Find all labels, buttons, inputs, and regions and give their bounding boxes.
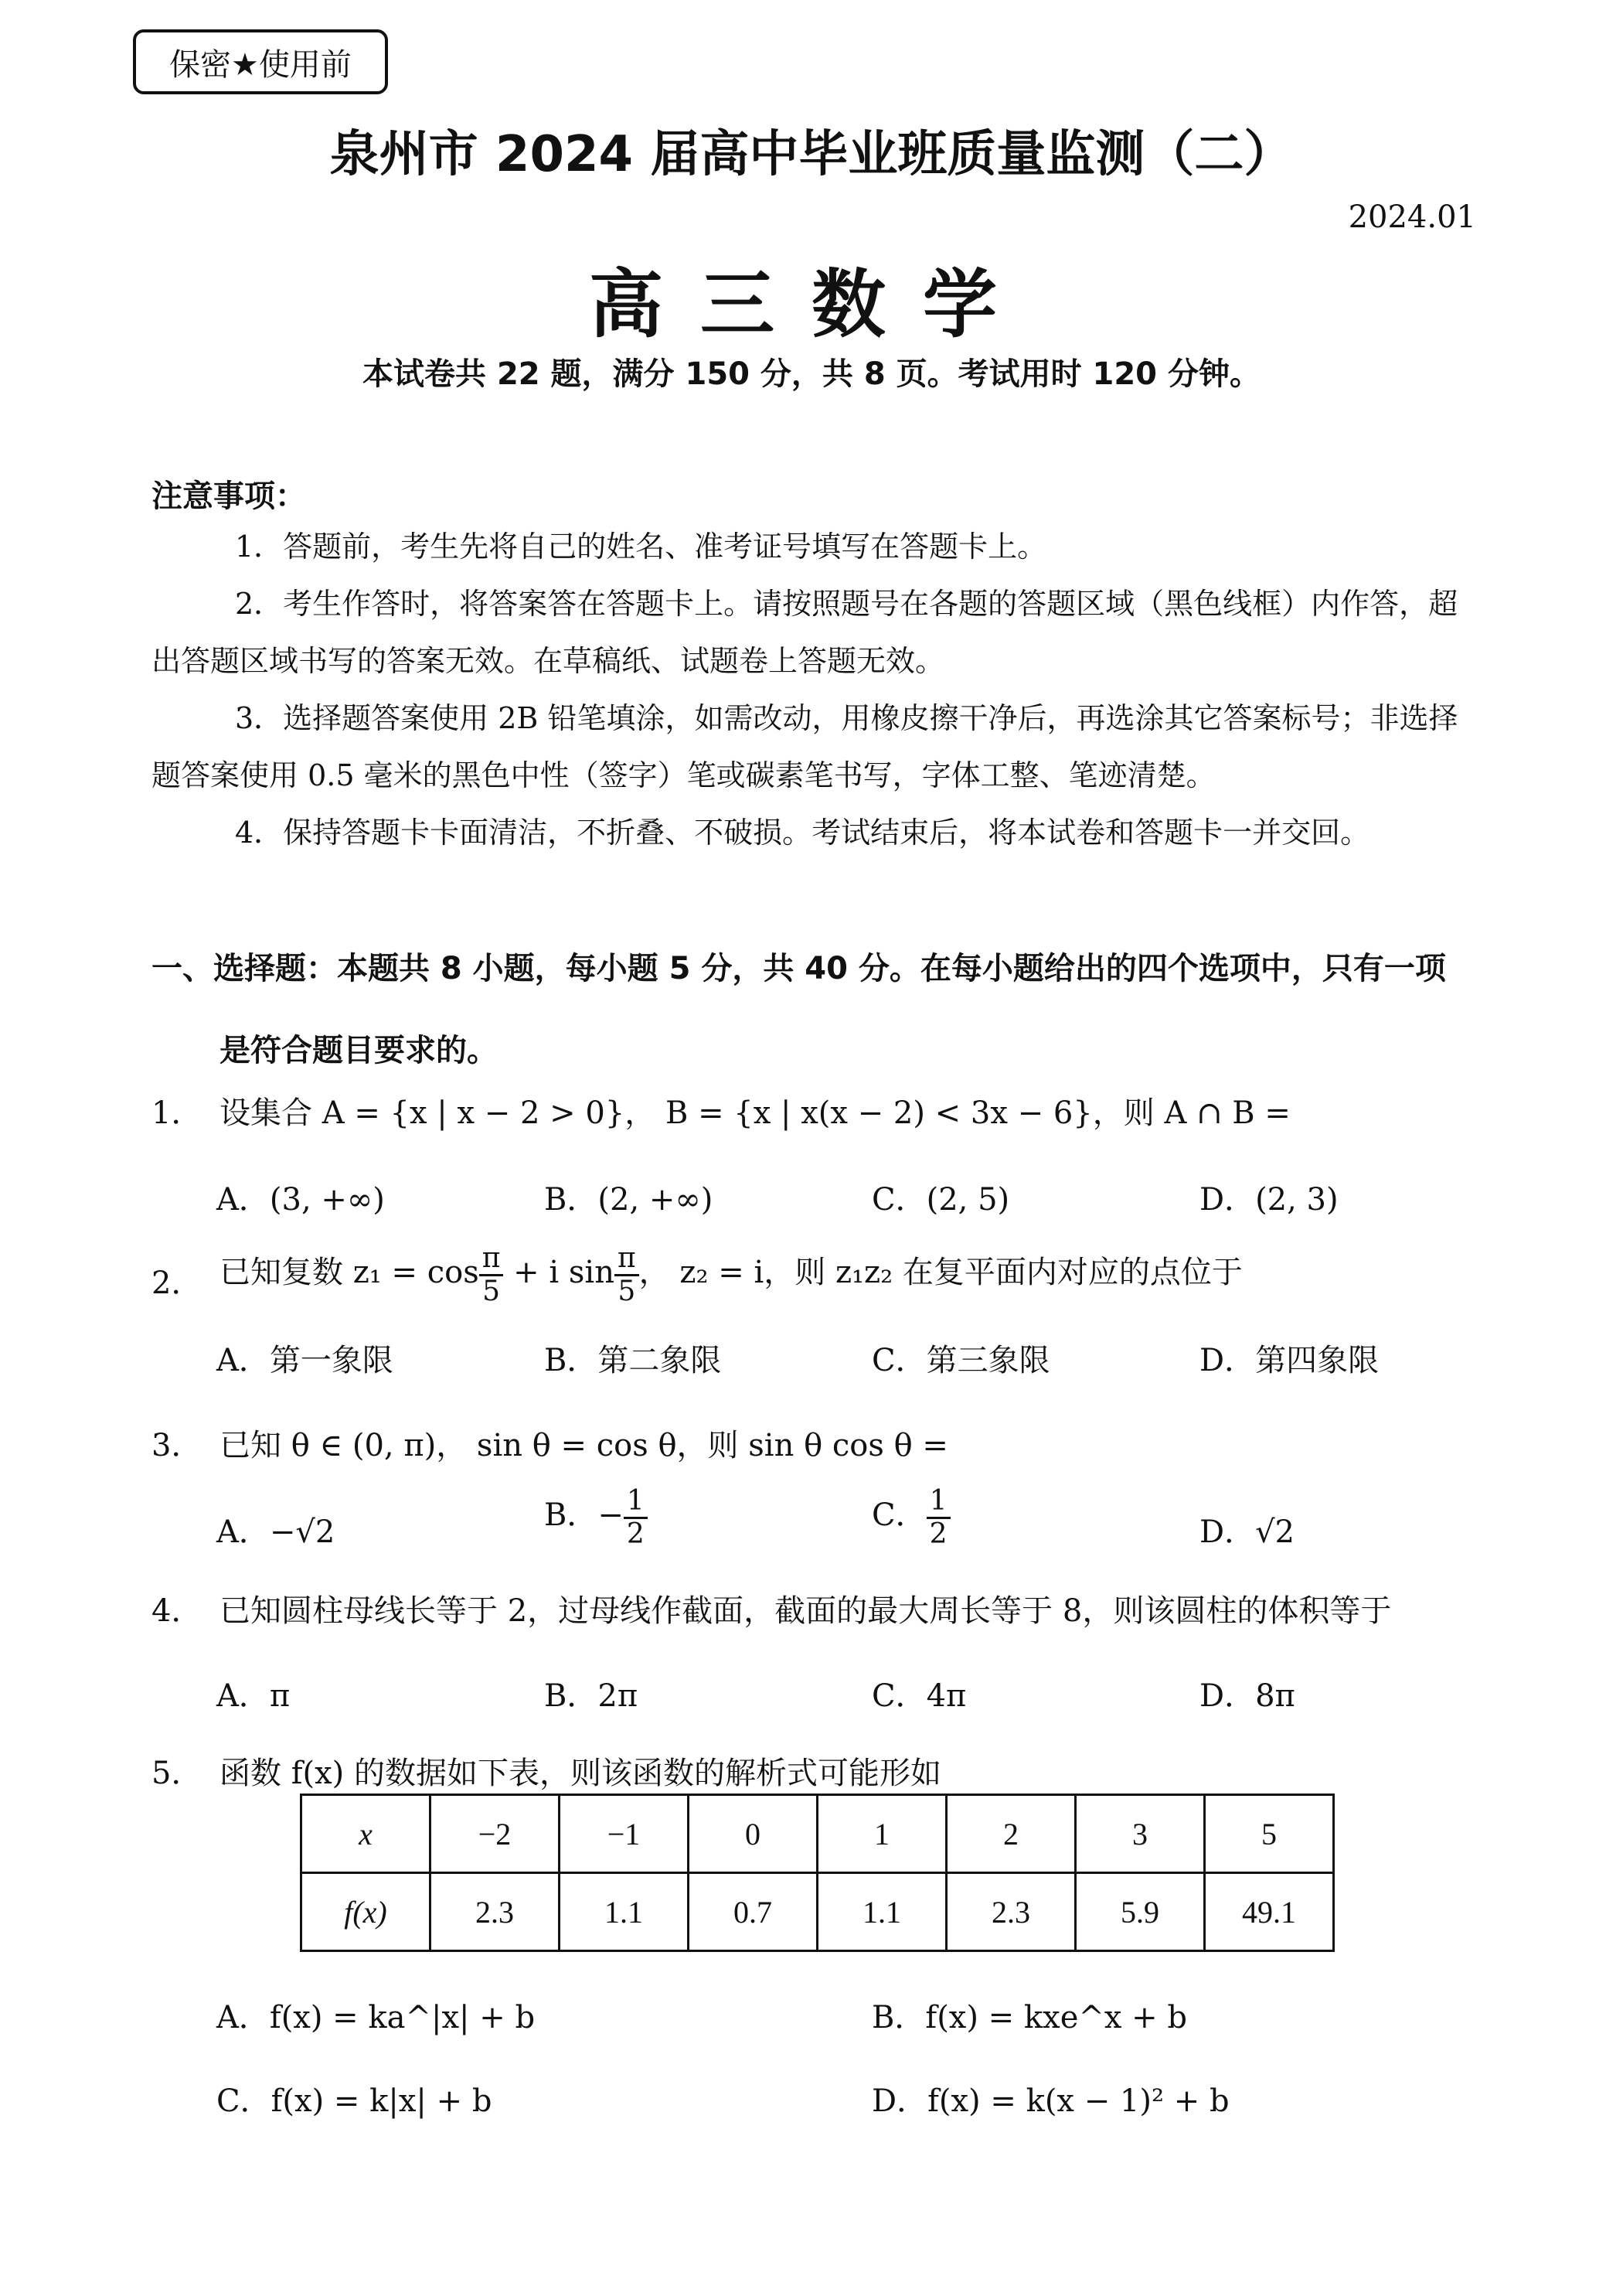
table-cell: 1.1 — [560, 1873, 689, 1951]
fraction-denominator: 5 — [482, 1275, 501, 1307]
table-cell: −2 — [430, 1795, 560, 1873]
exam-date: 2024.01 — [1348, 199, 1476, 235]
table-cell: 49.1 — [1205, 1873, 1334, 1951]
table-cell: 1 — [818, 1795, 947, 1873]
option-c: C．f(x) = k|x| + b — [216, 2083, 492, 2119]
option-a: A．−√2 — [216, 1514, 335, 1550]
exam-title: 泉州市 2024 届高中毕业班质量监测（二） — [329, 126, 1294, 183]
cell-text: f(x) — [344, 1894, 387, 1930]
option-d: D．√2 — [1199, 1514, 1295, 1550]
table-cell: 1.1 — [818, 1873, 947, 1951]
table-row — [301, 1795, 1334, 1873]
option-label: C． — [872, 1497, 927, 1534]
table-cell: 0.7 — [689, 1873, 818, 1951]
function-data-table — [300, 1794, 1335, 1952]
table-row — [301, 1873, 1334, 1951]
question-number: 5． — [151, 1756, 202, 1791]
option-a: A．第一象限 — [216, 1343, 393, 1378]
notice-item: 3．选择题答案使用 2B 铅笔填涂，如需改动，用橡皮擦干净后，再选涂其它答案标号；非选择题答案使用 0.5 毫米的黑色中性（签字）笔或碳素笔书写，字体工整、笔迹清楚。 — [151, 701, 1458, 792]
table-cell: −1 — [560, 1795, 689, 1873]
table-cell: 5.9 — [1076, 1873, 1205, 1951]
option-label: B．− — [544, 1497, 624, 1534]
stem-part: ， z₂ = i，则 z₁z₂ 在复平面内对应的点位于 — [638, 1255, 1243, 1291]
fraction-denominator: 5 — [618, 1275, 636, 1307]
question-number: 1． — [151, 1095, 202, 1131]
table-cell: 0 — [689, 1795, 818, 1873]
stem-part: 已知复数 z₁ = cos — [219, 1255, 479, 1291]
table-cell: 2.3 — [947, 1873, 1076, 1951]
notice-item: 2．考生作答时，将答案答在答题卡上。请按照题号在各题的答题区域（黑色线框）内作答，超出答题区域书写的答案无效。在草稿纸、试题卷上答题无效。 — [151, 587, 1458, 678]
fraction-numerator: π — [479, 1243, 504, 1276]
question-stem — [219, 1243, 1243, 1306]
question-3-options — [216, 1486, 1546, 1571]
table-cell: 2.3 — [430, 1873, 560, 1951]
exam-info: 本试卷共 22 题，满分 150 分，共 8 页。考试用时 120 分钟。 — [362, 356, 1261, 392]
option-c — [872, 1486, 951, 1549]
section-heading — [151, 928, 1481, 1092]
question-stem: 设集合 A = {x | x − 2 > 0}， B = {x | x(x − 2) < 3x − 6}，则 A ∩ B = — [219, 1095, 1291, 1131]
fraction-numerator: 1 — [927, 1486, 951, 1519]
fraction-one-half — [927, 1486, 951, 1549]
section-line-1: 一、选择题：本题共 8 小题，每小题 5 分，共 40 分。在每小题给出的四个选项中，只有一项 — [151, 951, 1446, 986]
option-d: D．8π — [1199, 1678, 1295, 1714]
notice-heading: 注意事项： — [151, 479, 306, 514]
option-c: C．4π — [872, 1678, 967, 1714]
fraction-pi-over-5 — [479, 1243, 504, 1306]
table-cell — [301, 1795, 430, 1873]
option-d: D．(2, 3) — [1199, 1182, 1339, 1218]
notice-item: 4．保持答题卡卡面清洁，不折叠、不破损。考试结束后，将本试卷和答题卡一并交回。 — [235, 816, 1370, 850]
option-a: A．f(x) = ka^|x| + b — [216, 2000, 536, 2035]
option-b: B．(2, +∞) — [544, 1182, 713, 1218]
option-b: B．2π — [544, 1678, 638, 1714]
fraction-denominator: 2 — [626, 1518, 645, 1550]
subject-title: 高三数学 — [589, 261, 1034, 348]
option-d: D．f(x) = k(x − 1)² + b — [872, 2083, 1230, 2119]
fraction-denominator: 2 — [929, 1518, 948, 1550]
fraction-numerator: π — [614, 1243, 639, 1276]
confidential-badge: 保密★使用前 — [133, 29, 388, 94]
fraction-numerator: 1 — [624, 1486, 648, 1519]
question-stem: 已知 θ ∈ (0, π)， sin θ = cos θ，则 sin θ cos θ = — [219, 1428, 948, 1463]
cell-text: x — [359, 1816, 373, 1851]
question-stem: 已知圆柱母线长等于 2，过母线作截面，截面的最大周长等于 8，则该圆柱的体积等于 — [219, 1593, 1392, 1629]
notice-item: 1．答题前，考生先将自己的姓名、准考证号填写在答题卡上。 — [235, 530, 1047, 564]
notice-list — [151, 518, 1478, 861]
stem-part: + i sin — [503, 1255, 614, 1291]
table-cell: 2 — [947, 1795, 1076, 1873]
option-b — [544, 1486, 648, 1549]
table-cell — [301, 1873, 430, 1951]
option-a: A．π — [216, 1678, 291, 1714]
fraction-one-half — [624, 1486, 648, 1549]
question-2 — [151, 1243, 1481, 1320]
question-number: 3． — [151, 1428, 202, 1463]
option-c: C．(2, 5) — [872, 1182, 1010, 1218]
option-a: A．(3, +∞) — [216, 1182, 385, 1218]
question-number: 2． — [151, 1266, 202, 1301]
option-c: C．第三象限 — [872, 1343, 1050, 1378]
table-cell: 3 — [1076, 1795, 1205, 1873]
question-number: 4． — [151, 1593, 202, 1629]
option-b: B．第二象限 — [544, 1343, 722, 1378]
option-b: B．f(x) = kxe^x + b — [872, 2000, 1188, 2035]
table-cell: 5 — [1205, 1795, 1334, 1873]
question-stem: 函数 f(x) 的数据如下表，则该函数的解析式可能形如 — [219, 1756, 942, 1791]
option-d: D．第四象限 — [1199, 1343, 1380, 1378]
section-line-2: 是符合题目要求的。 — [219, 1033, 498, 1068]
fraction-pi-over-5 — [614, 1243, 639, 1306]
